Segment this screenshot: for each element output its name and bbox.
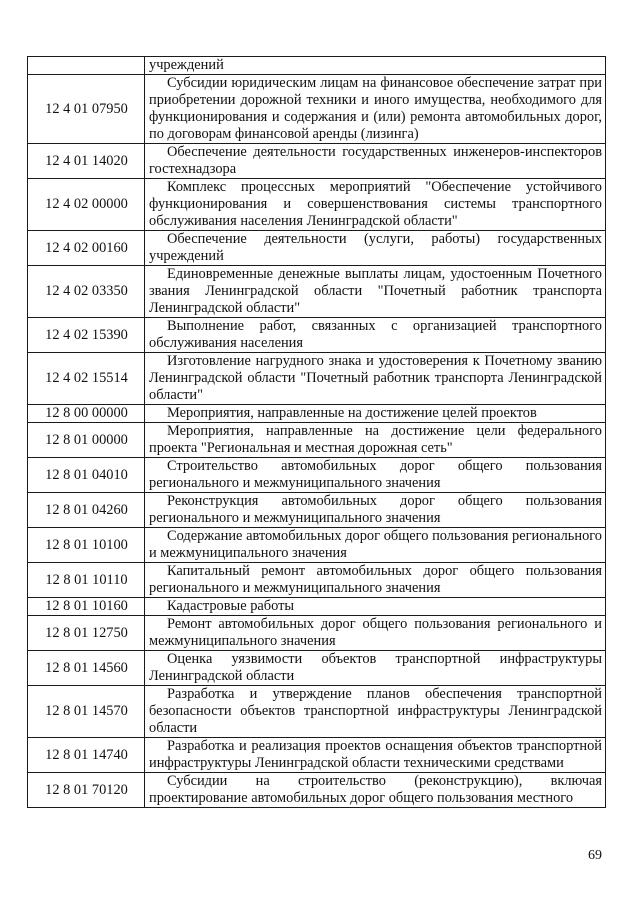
description-text: учреждений xyxy=(149,57,224,73)
description-cell xyxy=(145,493,606,528)
table-row xyxy=(28,405,606,423)
description-text: Ремонт автомобильных дорог общего пользования регионального и межмуниципального значения xyxy=(149,616,602,649)
description-cell xyxy=(145,318,606,353)
description-cell xyxy=(145,651,606,686)
description-cell xyxy=(145,616,606,651)
description-cell xyxy=(145,528,606,563)
description-cell xyxy=(145,144,606,179)
table-body xyxy=(28,57,606,808)
description-text: Мероприятия, направленные на достижение целей проектов xyxy=(167,405,537,421)
budget-code-cell: 12 4 02 15390 xyxy=(28,318,145,353)
table-row xyxy=(28,738,606,773)
budget-code-cell: 12 8 00 00000 xyxy=(28,405,145,423)
budget-code-cell xyxy=(28,57,145,75)
table-row xyxy=(28,75,606,144)
description-text: Кадастровые работы xyxy=(167,598,295,614)
table-row xyxy=(28,423,606,458)
description-text: Оценка уязвимости объектов транспортной инфраструктуры Ленинградской области xyxy=(149,651,602,684)
description-cell xyxy=(145,598,606,616)
budget-code-cell: 12 8 01 14570 xyxy=(28,686,145,738)
table-row xyxy=(28,651,606,686)
description-text: Единовременные денежные выплаты лицам, удостоенным Почетного звания Ленинградской области "Почетный работник транспорта Ленинградской области" xyxy=(149,266,602,316)
budget-code-cell: 12 4 02 00000 xyxy=(28,179,145,231)
table-row xyxy=(28,144,606,179)
description-cell xyxy=(145,231,606,266)
description-text: Разработка и утверждение планов обеспечения транспортной безопасности объектов транспортной инфраструктуры Ленинградской области xyxy=(149,686,602,736)
table-row xyxy=(28,231,606,266)
description-cell xyxy=(145,179,606,231)
budget-code-cell: 12 8 01 04260 xyxy=(28,493,145,528)
budget-code-cell: 12 4 02 00160 xyxy=(28,231,145,266)
description-cell xyxy=(145,773,606,808)
budget-code-cell: 12 8 01 10110 xyxy=(28,563,145,598)
description-cell xyxy=(145,738,606,773)
budget-code-cell: 12 8 01 70120 xyxy=(28,773,145,808)
description-cell xyxy=(145,458,606,493)
budget-code-cell: 12 8 01 14740 xyxy=(28,738,145,773)
description-text: Изготовление нагрудного знака и удостоверения к Почетному званию Ленинградской области "Почетный работник транспорта Ленинградской области" xyxy=(149,353,602,403)
description-text: Реконструкция автомобильных дорог общего пользования регионального и межмуниципального значения xyxy=(149,493,602,526)
budget-code-cell: 12 8 01 10160 xyxy=(28,598,145,616)
table-row xyxy=(28,563,606,598)
table-row xyxy=(28,458,606,493)
description-text: Субсидии юридическим лицам на финансовое обеспечение затрат при приобретении дорожной техники и иного имущества, необходимого для функционирования и содержания и (или) ремонта автомобильных дорог, по договорам финансовой аренды (лизинга) xyxy=(149,75,602,142)
table-row xyxy=(28,616,606,651)
description-text: Разработка и реализация проектов оснащения объектов транспортной инфраструктуры Ленинградской области техническими средствами xyxy=(149,738,602,771)
table-row xyxy=(28,266,606,318)
description-text: Обеспечение деятельности (услуги, работы) государственных учреждений xyxy=(149,231,602,264)
description-text: Капитальный ремонт автомобильных дорог общего пользования регионального и межмуниципального значения xyxy=(149,563,602,596)
table-row xyxy=(28,179,606,231)
table-row xyxy=(28,598,606,616)
description-cell xyxy=(145,57,606,75)
table-row xyxy=(28,773,606,808)
budget-code-cell: 12 8 01 14560 xyxy=(28,651,145,686)
budget-code-cell: 12 4 02 15514 xyxy=(28,353,145,405)
table-row xyxy=(28,528,606,563)
budget-classification-table xyxy=(27,56,606,808)
budget-code-cell: 12 8 01 00000 xyxy=(28,423,145,458)
description-cell xyxy=(145,75,606,144)
table-row xyxy=(28,318,606,353)
description-text: Выполнение работ, связанных с организацией транспортного обслуживания населения xyxy=(149,318,602,351)
description-text: Содержание автомобильных дорог общего пользования регионального и межмуниципального значения xyxy=(149,528,602,561)
budget-code-cell: 12 4 01 14020 xyxy=(28,144,145,179)
description-text: Комплекс процессных мероприятий "Обеспечение устойчивого функционирования и совершенствования системы транспортного обслуживания населения Ленинградской области" xyxy=(149,179,602,229)
budget-code-cell: 12 4 02 03350 xyxy=(28,266,145,318)
description-text: Субсидии на строительство (реконструкцию), включая проектирование автомобильных дорог общего пользования местного xyxy=(149,773,602,806)
budget-code-cell: 12 4 01 07950 xyxy=(28,75,145,144)
budget-code-cell: 12 8 01 10100 xyxy=(28,528,145,563)
description-text: Строительство автомобильных дорог общего пользования регионального и межмуниципального значения xyxy=(149,458,602,491)
budget-code-cell: 12 8 01 12750 xyxy=(28,616,145,651)
table-row xyxy=(28,57,606,75)
table-row xyxy=(28,686,606,738)
description-cell xyxy=(145,266,606,318)
table-row xyxy=(28,353,606,405)
description-text: Обеспечение деятельности государственных инженеров-инспекторов гостехнадзора xyxy=(149,144,602,177)
description-cell xyxy=(145,686,606,738)
page-number: 69 xyxy=(588,848,602,863)
description-text: Мероприятия, направленные на достижение цели федерального проекта "Региональная и местная дорожная сеть" xyxy=(149,423,602,456)
description-cell xyxy=(145,405,606,423)
description-cell xyxy=(145,423,606,458)
table-row xyxy=(28,493,606,528)
description-cell xyxy=(145,353,606,405)
budget-code-cell: 12 8 01 04010 xyxy=(28,458,145,493)
description-cell xyxy=(145,563,606,598)
